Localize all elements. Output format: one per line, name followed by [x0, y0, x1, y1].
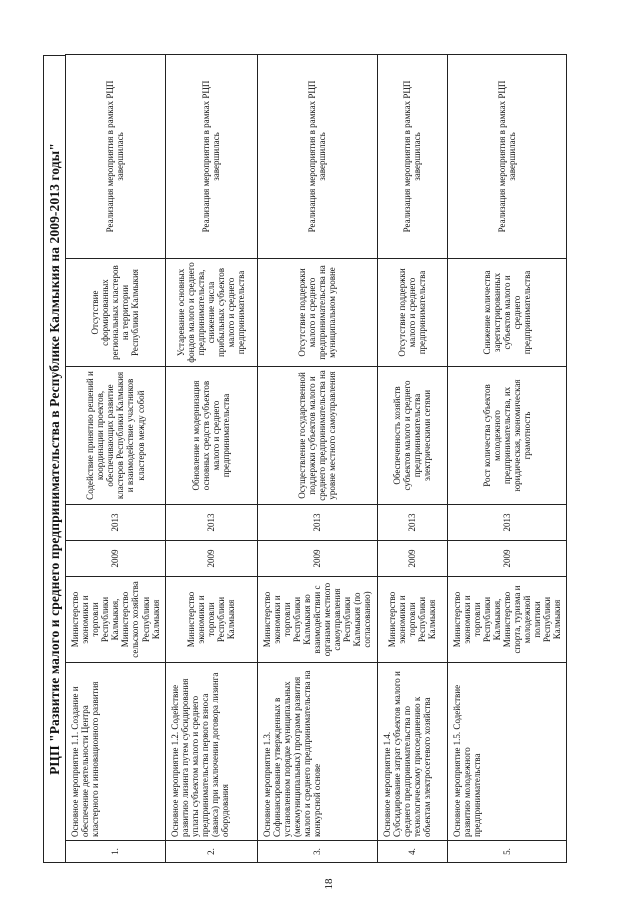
cell-row-number: 2. — [165, 841, 257, 863]
cell-expected-result: Осуществление государственной поддержки субъектов малого и среднего предпринимательства на уровне местного самоуправления — [257, 367, 377, 505]
cell-activity-name: Основное мероприятие 1.3. Софинансирование утвержденных в установленном порядке муниципальных (межмуниципальных) программ развития малого и среднего предпринимательства на конкурсной основе — [257, 663, 377, 841]
table-row — [257, 55, 377, 863]
cell-non-implementation-consequence: Отсутствие сформированных региональных кластеров на территории Республики Калмыкия — [66, 259, 166, 367]
cell-expected-result: Обновление и модернизация основных средств субъектов малого и среднего предпринимательства — [165, 367, 257, 505]
cell-expected-result: Обеспеченность хозяйств субъектов малого и среднего предпринимательства электрическими сетями — [377, 367, 447, 505]
cell-executor: Министерство экономики и торговли Республики Калмыкия — [165, 577, 257, 663]
cell-executor: Министерство экономики и торговли Республики Калмыкия, Министерство сельского хозяйства Республики Калмыкия — [66, 577, 166, 663]
cell-status-note: Реализация мероприятия в рамках РЦП завершилась — [165, 55, 257, 259]
cell-non-implementation-consequence: Отсутствие поддержки малого и среднего предпринимательства — [377, 259, 447, 367]
cell-status-note: Реализация мероприятия в рамках РЦП завершилась — [377, 55, 447, 259]
cell-executor: Министерство экономики и торговли Республики Калмыкия во взаимодействии с органами местного самоуправления Республики Калмыкия (по согласованию) — [257, 577, 377, 663]
cell-start-year: 2009 — [257, 541, 377, 577]
cell-executor: Министерство экономики и торговли Республики Калмыкия — [377, 577, 447, 663]
cell-row-number: 3. — [257, 841, 377, 863]
cell-executor: Министерство экономики и торговли Республики Калмыкия, Министерство спорта, туризма и молодежной политики Республики Калмыкия — [447, 577, 567, 663]
cell-end-year: 2013 — [257, 505, 377, 541]
cell-status-note: Реализация мероприятия в рамках РЦП завершилась — [447, 55, 567, 259]
cell-activity-name: Основное мероприятие 1.5. Содействие развитию молодежного предпринимательства — [447, 663, 567, 841]
cell-non-implementation-consequence: Снижение количества зарегистрированных субъектов малого и среднего предпринимательства — [447, 259, 567, 367]
table-title: РЦП "Развитие малого и среднего предпринимательства в Республике Калмыкия на 2009-2013 годы" — [43, 55, 65, 863]
cell-start-year: 2009 — [447, 541, 567, 577]
table-row — [165, 55, 257, 863]
cell-non-implementation-consequence: Отсутствие поддержки малого и среднего предпринимательства на муниципальном уровне — [257, 259, 377, 367]
cell-start-year: 2009 — [165, 541, 257, 577]
table-row — [66, 55, 166, 863]
cell-end-year: 2013 — [66, 505, 166, 541]
document-table-rotated — [43, 55, 610, 863]
cell-start-year: 2009 — [377, 541, 447, 577]
table-row — [377, 55, 447, 863]
cell-row-number: 1. — [66, 841, 166, 863]
cell-expected-result: Рост количества субъектов молодежного предпринимательства, их юридическая, экономическая грамотность — [447, 367, 567, 505]
table-row — [447, 55, 567, 863]
cell-end-year: 2013 — [447, 505, 567, 541]
cell-non-implementation-consequence: Устаревание основных фондов малого и среднего предпринимательства, снижение числа прибыльных субъектов малого и среднего предпринимательства — [165, 259, 257, 367]
cell-activity-name: Основное мероприятие 1.1. Создание и обеспечение деятельности Центра кластерного и инновационного развития — [66, 663, 166, 841]
page-number: 18 — [323, 878, 335, 890]
cell-status-note: Реализация мероприятия в рамках РЦП завершилась — [257, 55, 377, 259]
cell-activity-name: Основное мероприятие 1.4. Субсидирование затрат субъектов малого и среднего предпринимательства по технологическому присоединению к объектам электросетевого хозяйства — [377, 663, 447, 841]
program-table — [65, 54, 567, 863]
cell-start-year: 2009 — [66, 541, 166, 577]
cell-expected-result: Содействие принятию решений и координации проектов, обеспечивающих развитие кластеров Республики Калмыкия и взаимодействие участников кластеров между собой — [66, 367, 166, 505]
cell-end-year: 2013 — [165, 505, 257, 541]
cell-row-number: 4. — [377, 841, 447, 863]
cell-end-year: 2013 — [377, 505, 447, 541]
cell-row-number: 5. — [447, 841, 567, 863]
cell-status-note: Реализация мероприятия в рамках РЦП завершилась — [66, 55, 166, 259]
cell-activity-name: Основное мероприятие 1.2. Содействие развитию лизинга путем субсидирования уплаты субъектом малого и среднего предпринимательства первого взноса (аванса) при заключении договора лизинга оборудования — [165, 663, 257, 841]
